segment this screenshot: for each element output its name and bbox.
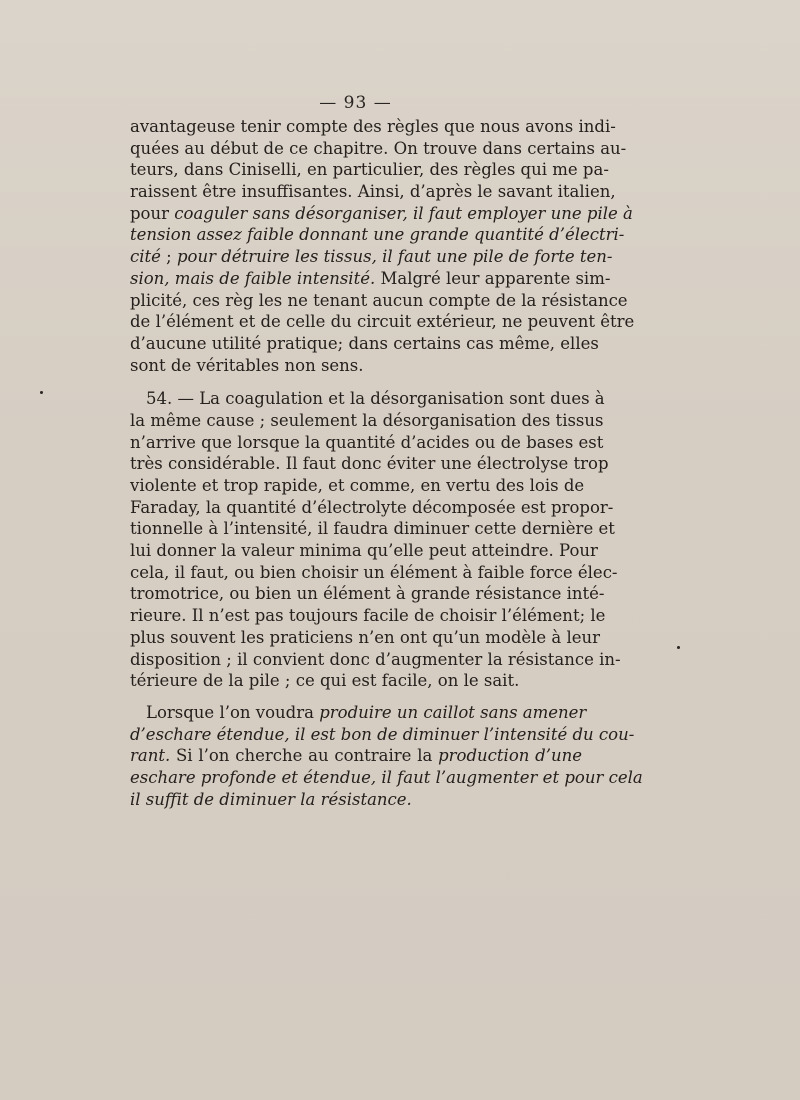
text-line [130,355,582,377]
text-line [130,388,605,410]
text-run: Lorsque l’on voudra [146,702,320,722]
text-line [130,246,613,268]
text-line [130,767,643,789]
text-run: teurs, dans Ciniselli, en particulier, des règles qui me pa- [130,160,609,180]
text-line [130,670,582,692]
text-run: plus souvent les praticiens n’en ont qu’un modèle à leur [130,627,601,647]
text-line [130,497,614,519]
text-run: plicité, ces règ les ne tenant aucun compte de la résistance [130,290,628,310]
text-run: avantageuse tenir compte des règles que nous avons indi- [130,117,616,136]
text-run: Faraday, la quantité d’électrolyte décomposée est propor- [130,497,614,517]
text-line [130,311,635,333]
text-line [130,724,635,746]
text-run: n’arrive que lorsque la quantité d’acides ou de bases est [130,432,604,452]
text-run: rieure. Il n’est pas toujours facile de choisir l’élément; le [130,606,606,626]
text-line [130,159,609,181]
text-run: pour [130,203,175,223]
text-run: sont de véritables non sens. [130,355,364,375]
text-run: quées au début de ce chapitre. On trouve dans certains au- [130,138,627,158]
italic-text: coaguler sans désorganiser, il faut employer une pile à [174,203,633,223]
italic-text: tension assez faible donnant une grande quantité d’électri- [130,225,625,245]
speck-mark [677,646,680,649]
text-line [130,138,627,160]
italic-text: production d’une [438,746,582,766]
text-line [130,290,628,312]
italic-text: cité [130,247,161,267]
text-run: d’aucune utilité pratique; dans certains cas même, elles [130,333,599,353]
text-run: térieure de la pile ; ce qui est facile, on le sait. [130,671,520,691]
text-line [130,649,621,671]
text-line [130,268,611,290]
text-run: lui donner la valeur minima qu’elle peut atteindre. Pour [130,541,598,561]
text-line [130,789,582,811]
text-line [130,475,585,497]
paragraph-rules [130,116,635,376]
text-line [130,224,625,246]
text-line [130,453,609,475]
text-line [130,745,582,767]
text-run: très considérable. Il faut donc éviter une électrolyse trop [130,454,609,474]
italic-text: pour détruire les tissus, il faut une pile de forte ten- [176,247,613,267]
text-run: Malgré leur apparente sim- [375,268,611,288]
text-line [130,605,606,627]
text-run: raissent être insuffisantes. Ainsi, d’après le savant italien, [130,182,616,202]
text-run: la même cause ; seulement la désorganisation des tissus [130,410,604,430]
paragraph-54 [130,388,621,692]
italic-text: d’eschare étendue, il est bon de diminuer l’intensité du cou- [130,724,635,744]
text-line [130,562,618,584]
italic-text: il suffit de diminuer la résistance. [130,789,412,809]
text-line [130,181,616,203]
text-run: 54. — La coagulation et la désorganisation sont dues à [146,389,605,409]
text-line [130,203,633,225]
text-line [130,627,601,649]
text-line [130,702,587,724]
text-line [130,432,604,454]
text-line [130,583,605,605]
speck-mark [40,391,43,394]
text-run: disposition ; il convient donc d’augmenter la résistance in- [130,649,621,669]
italic-text: sion, mais de faible intensité. [130,268,376,288]
text-run: de l’élément et de celle du circuit extérieur, ne peuvent être [130,312,635,332]
text-run: ; [160,247,177,267]
text-line [130,518,615,540]
text-run: cela, il faut, ou bien choisir un élément à faible force élec- [130,562,618,582]
text-line [130,410,604,432]
text-line [130,540,598,562]
text-run: tromotrice, ou bien un élément à grande résistance inté- [130,584,605,604]
text-line [130,333,599,355]
text-run: tionnelle à l’intensité, il faudra diminuer cette dernière et [130,519,615,539]
text-run: violente et trop rapide, et comme, en vertu des lois de [130,476,585,495]
italic-text: produire un caillot sans amener [319,702,587,722]
italic-text: eschare profonde et étendue, il faut l’augmenter et pour cela [130,767,643,787]
text-run: Si l’on cherche au contraire la [170,746,439,766]
italic-text: rant. [130,746,171,766]
paragraph-conclusion [130,702,643,810]
text-line [130,116,616,138]
body-text [130,116,643,810]
page-number: — 93 — [319,93,392,113]
